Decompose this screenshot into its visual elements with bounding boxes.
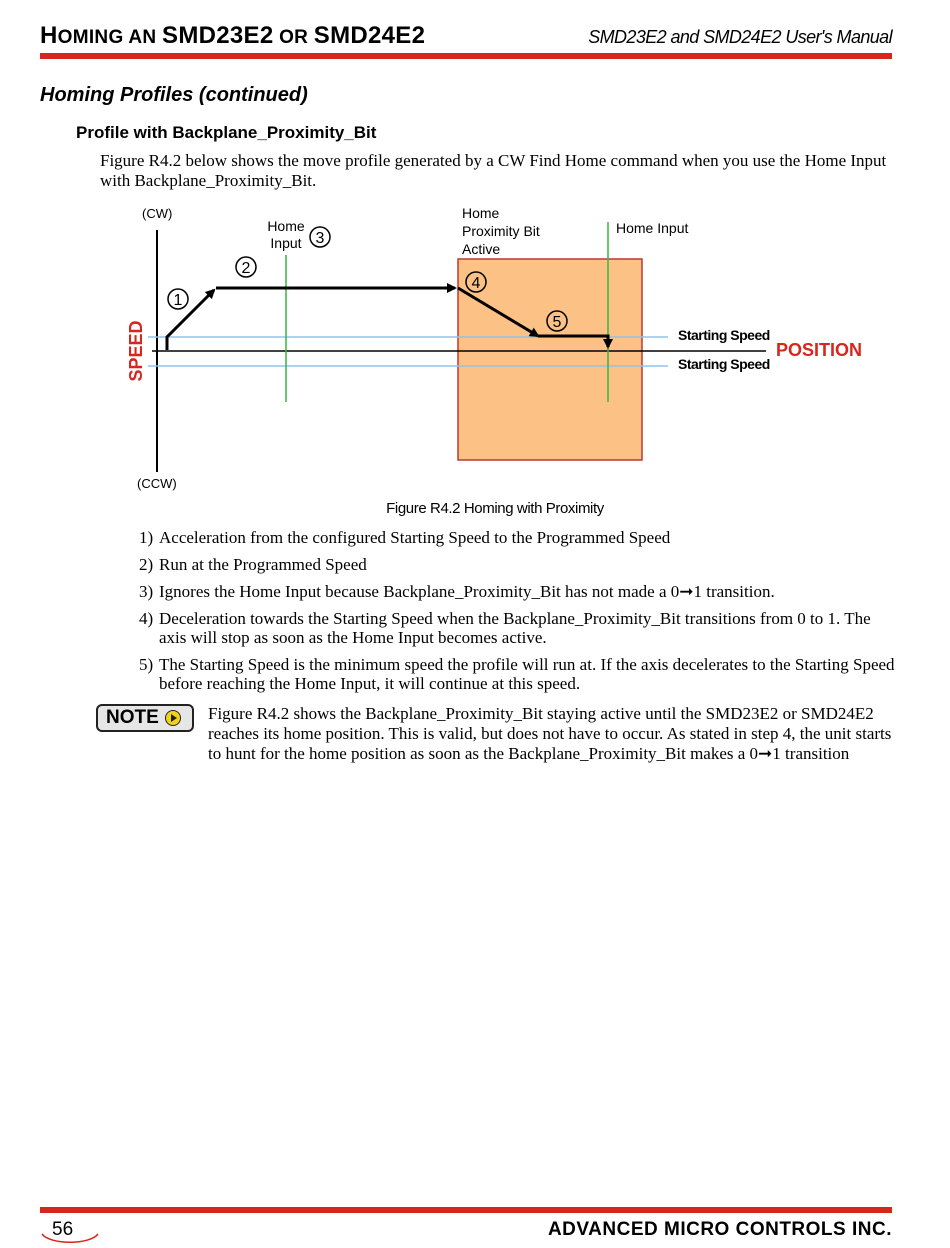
svg-text:2: 2 xyxy=(241,260,251,277)
home-input-label-2: Home Input xyxy=(616,220,689,236)
page-number: 56 xyxy=(52,1219,74,1240)
list-item: 2) Run at the Programmed Speed xyxy=(139,555,367,574)
marker-4 xyxy=(466,272,486,292)
list-item: 5) The Starting Speed is the minimum speed the profile will run at. If the axis decelerates to the Starting Speed before reaching the Home Input, it will continue at this speed. xyxy=(139,655,895,693)
home-input-label-line2: Input xyxy=(270,235,302,251)
home-proximity-label-line1: Home xyxy=(462,205,500,221)
note-text: Figure R4.2 shows the Backplane_Proximity_Bit staying active until the SMD23E2 or SMD24E2 reaches its home position. This is valid, but does not have to occur. As stated in step 4, the unit starts to hunt for the home position as soon as the Backplane_Proximity_Bit makes a 0➞1 transition xyxy=(208,704,892,763)
section-title: Homing Profiles (continued) xyxy=(40,84,308,106)
figure-caption: Figure R4.2 Homing with Proximity xyxy=(386,500,604,517)
company-name: ADVANCED MICRO CONTROLS INC. xyxy=(547,1219,892,1240)
starting-speed-label-upper: Starting Speed xyxy=(678,327,770,343)
home-proximity-label-line2: Proximity Bit xyxy=(462,223,540,239)
home-proximity-label-line3: Active xyxy=(462,241,501,257)
starting-speed-label-lower: Starting Speed xyxy=(678,356,770,372)
marker-5 xyxy=(547,311,567,331)
svg-text:3: 3 xyxy=(315,230,325,247)
note-badge xyxy=(96,704,194,732)
footer-rule xyxy=(40,1207,892,1213)
list-item: 3) Ignores the Home Input because Backplane_Proximity_Bit has not made a 0➞1 transition. xyxy=(139,582,775,601)
proximity-active-region xyxy=(458,259,642,460)
subsection-title: Profile with Backplane_Proximity_Bit xyxy=(76,123,377,142)
marker-2 xyxy=(236,257,256,277)
svg-text:5: 5 xyxy=(552,314,562,331)
page-header-title: HOMING AN SMD23E2 OR SMD24E2 xyxy=(40,22,426,49)
home-input-label-line1: Home xyxy=(267,218,305,234)
intro-paragraph: Figure R4.2 below shows the move profile generated by a CW Find Home command when you use the Home Input with Backplane_Proximity_Bit. xyxy=(100,151,887,190)
homing-profile-figure xyxy=(0,0,950,500)
svg-text:1: 1 xyxy=(173,292,183,309)
cw-label: (CW) xyxy=(142,206,173,221)
position-axis-label: POSITION xyxy=(776,340,863,360)
manual-title: SMD23E2 and SMD24E2 User's Manual xyxy=(588,27,892,47)
list-item: 4) Deceleration towards the Starting Speed when the Backplane_Proximity_Bit transitions from 0 to 1. The axis will stop as soon as the Home Input becomes active. xyxy=(139,609,871,647)
list-item: 1) Acceleration from the configured Starting Speed to the Programmed Speed xyxy=(139,528,671,547)
svg-text:4: 4 xyxy=(471,275,481,292)
note-arrow-icon xyxy=(165,710,181,726)
speed-axis-label: SPEED xyxy=(126,320,146,382)
marker-3 xyxy=(310,227,330,247)
note-label: NOTE xyxy=(106,707,159,728)
marker-1 xyxy=(168,289,188,309)
steps-list xyxy=(139,528,899,701)
ccw-label: (CCW) xyxy=(137,476,177,491)
